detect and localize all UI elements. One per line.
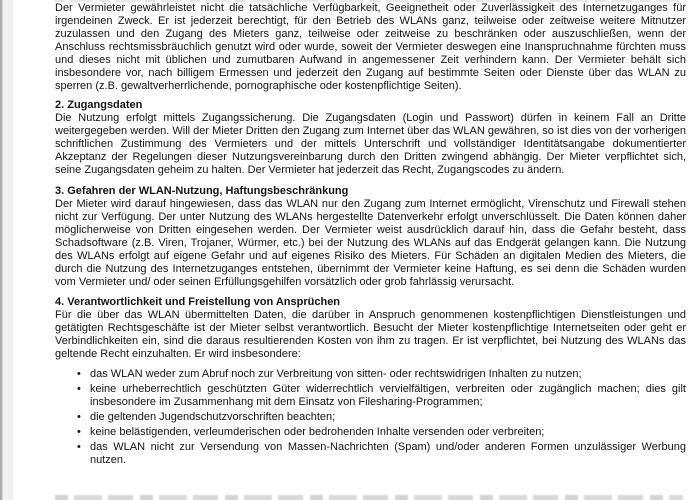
- bullet-item: [55, 441, 686, 467]
- section-body-zugangsdaten: Die Nutzung erfolgt mittels Zugangssicherung. Die Zugangsdaten (Login und Passwort) dürfen in keinem Fall an Dritte weitergegeben werden. Will der Mieter Dritten den Zugang zum Internet über das WLAN gewähren, so ist dies von der vorherigen schriftlichen Zustimmung des Vermieters und der mittels Unterschrift und vollständiger Identitätsangabe dokumentierter Akzeptanz der Regelungen dieser Nutzungsvereinbarung durch den Dritten zwingend abhängig. Der Mieter verpflichtet sich, seine Zugangsdaten geheim zu halten. Der Vermieter hat jederzeit das Recht, Zugangscodes zu ändern.: [55, 112, 686, 176]
- bullet-dot-icon: •: [77, 383, 81, 395]
- bullet-item-text: keine urheberrechtlich geschützten Güter widerrechtlich vervielfältigen, verbreiten oder zugänglich machen; dies gilt insbesondere im Zusammenhang mit dem Einsatz von Filesharing-Programmen;: [90, 383, 686, 408]
- page-edge-strip: [0, 0, 15, 500]
- section-body-gefahren: Der Mieter wird darauf hingewiesen, dass das WLAN nur den Zugang zum Internet ermöglicht, Virenschutz und Firewall stehen nicht zur Verfügung. Der unter Nutzung des WLANs hergestellte Datenverkehr erfolgt unverschlüsselt. Die Daten können daher möglicherweise von Dritten eingesehen werden. Der Vermieter weist ausdrücklich darauf hin, dass die Gefahr besteht, dass Schadsoftware (z.B. Viren, Trojaner, Würmer, etc.) bei der Nutzung des WLANs auf das Endgerät gelangen kann. Die Nutzung des WLANs erfolgt auf eigene Gefahr und auf eigenes Risiko des Mieters. Für Schäden an digitalen Medien des Mieters, die durch die Nutzung des Internetzuganges entstehen, übernimmt der Vermieter keine Haftung, es sei denn die Schäden wurden vom Vermieter und/ oder seinen Erfüllungsgehilfen vorsätzlich oder grob fahrlässig verursacht.: [55, 198, 686, 288]
- bullet-dot-icon: •: [77, 426, 81, 438]
- bullet-item-text: das WLAN weder zum Abruf noch zur Verbreitung von sitten- oder rechtswidrigen Inhalten zu nutzen;: [90, 368, 582, 380]
- bullet-item-text: keine belästigenden, verleumderischen oder bedrohenden Inhalte versenden oder verbreiten;: [90, 426, 545, 438]
- bullet-item: [55, 383, 686, 409]
- bullet-item: [55, 426, 686, 439]
- bullet-item: [55, 368, 686, 381]
- section-body-verantwortlichkeit: Für die über das WLAN übermittelten Daten, die darüber in Anspruch genommenen kostenpflichtigen Dienstleistungen und getätigten Rechtsgeschäfte ist der Mieter selbst verantwortlich. Besucht der Mieter kostenpflichtige Internetseiten oder geht er Verbindlichkeiten ein, sind die daraus resultierenden Kosten von ihm zu tragen. Er ist verpflichtet, bei Nutzung des WLANs das geltende Recht einzuhalten. Er wird insbesondere:: [55, 309, 686, 360]
- bullet-dot-icon: •: [77, 368, 81, 380]
- bullet-item-text: die geltenden Jugendschutzvorschriften beachten;: [90, 411, 336, 423]
- section-heading-zugangsdaten: 2. Zugangsdaten: [55, 99, 143, 111]
- bullet-item-text: das WLAN nicht zur Versendung von Massen-Nachrichten (Spam) und/oder anderen Formen unzulässiger Werbung nutzen.: [90, 441, 686, 466]
- section-heading-verantwortlichkeit: 4. Verantwortlichkeit und Freistellung von Ansprüchen: [55, 296, 341, 308]
- section-heading-gefahren: 3. Gefahren der WLAN-Nutzung, Haftungsbeschränkung: [55, 185, 349, 197]
- clipped-line-bottom: [55, 495, 683, 500]
- bullet-dot-icon: •: [77, 441, 81, 453]
- bullet-item: [55, 411, 686, 424]
- obligations-bullet-list: [55, 368, 686, 467]
- contract-text-block: [55, 0, 686, 469]
- bullet-dot-icon: •: [77, 411, 81, 423]
- intro-paragraph: Der Vermieter gewährleistet nicht die tatsächliche Verfügbarkeit, Geeignetheit oder Zuverlässigkeit des Internetzuganges für irgendeinen Zweck. Er ist jederzeit berechtigt, für den Betrieb des WLANs ganz, teilweise oder zeitweise weitere Mitnutzer zuzulassen und den Zugang des Mieters ganz, teilweise oder zeitweise zu beschränken oder auszuschließen, wenn der Anschluss rechtsmissbräuchlich genutzt wird oder wurde, soweit der Vermieter deswegen eine Inanspruchnahme fürchten muss und dieses nicht mit üblichen und zumutbaren Aufwand in angemessener Zeit verhindern kann. Der Vermieter behält sich insbesondere vor, nach billigem Ermessen und jederzeit den Zugang auf bestimmte Seiten oder Dienste über das WLAN zu sperren (z.B. gewaltverherrlichende, pornographische oder kostenpflichtige Seiten).: [55, 2, 686, 92]
